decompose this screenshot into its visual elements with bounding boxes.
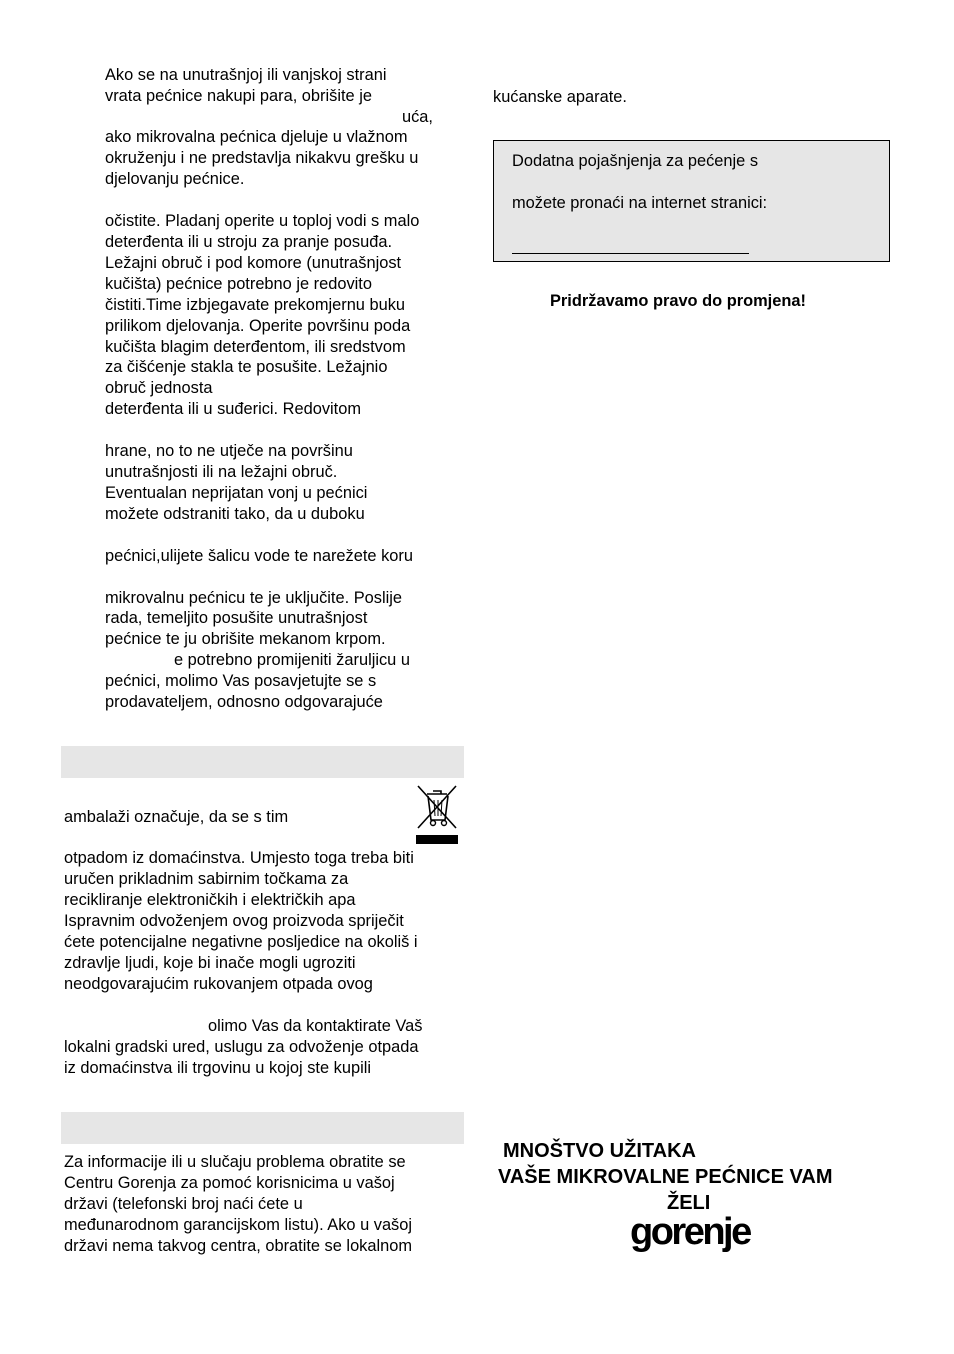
disposal-line: otpadom iz domaćinstva. Umjesto toga treba biti (64, 849, 414, 867)
info-box-line: Dodatna pojašnjenja za pećenje s (512, 152, 759, 170)
care-line: kučišta) pećnice potrebno je redovito (105, 275, 372, 293)
closing-line: VAŠE MIKROVALNE PEĆNICE VAM (498, 1166, 833, 1188)
disposal-line: zdravlje ljudi, koje bi inače mogli ugroziti (64, 954, 356, 972)
info-box-line: možete pronaći na internet stranici: (512, 194, 768, 212)
disposal-line: neodgovarajućim rukovanjem otpada ovog (64, 975, 373, 993)
care-line: kučišta blagim deterđentom, ili sredstvom (105, 338, 406, 356)
gorenje-logo: gorenje (630, 1211, 750, 1253)
care-line: mikrovalnu pećnicu te je uključite. Poslije (105, 589, 402, 607)
care-line: čistiti.Time izbjegavate prekomjernu buku (105, 296, 406, 314)
service-line: Centru Gorenja za pomoć korisnicima u vašoj (64, 1174, 395, 1192)
care-line: prilikom djelovanja. Operite površinu poda (105, 317, 411, 335)
care-line: uća, (402, 108, 433, 126)
disposal-section-bar (61, 746, 464, 778)
care-line: vrata pećnice nakupi para, obrišite je (105, 87, 372, 105)
care-line: e potrebno promijeniti žaruljicu u (174, 651, 410, 669)
disposal-line: iz domaćinstva ili trgovinu u kojoj ste kupili (64, 1059, 372, 1077)
disposal-line: olimo Vas da kontaktirate Vaš (208, 1017, 423, 1035)
care-line: ako mikrovalna pećnica djeluje u vlažnom (105, 128, 408, 146)
care-line: očistite. Pladanj operite u toploj vodi s malo (105, 212, 420, 230)
care-line: prodavateljem, odnosno odgovarajuće (105, 693, 383, 711)
website-underline (512, 253, 749, 254)
closing-line: MNOŠTVO UŽITAKA (503, 1140, 696, 1162)
care-line: deterđenta ili u stroju za pranje posuđa. (105, 233, 393, 251)
care-line: Eventualan neprijatan vonj u pećnici (105, 484, 368, 502)
reserve-notice: Pridržavamo pravo do promjena! (550, 292, 806, 310)
care-line: Ako se na unutrašnjoj ili vanjskoj strani (105, 66, 387, 84)
service-line: državi (telefonski broj naći ćete u (64, 1195, 303, 1213)
disposal-line: ćete potencijalne negativne posljedice na okoliš i (64, 933, 418, 951)
care-line: pećnice te ju obrišite mekanom krpom. (105, 630, 386, 648)
closing-line: ŽELI (667, 1192, 711, 1214)
continuation-text: kućanske aparate. (493, 88, 627, 106)
care-line: rada, temeljito posušite unutrašnjost (105, 609, 368, 627)
disposal-line: ambalaži označuje, da se s tim (64, 808, 289, 826)
care-line: okruženju i ne predstavlja nikakvu grešku u (105, 149, 419, 167)
care-line: pećnici,ulijete šalicu vode te narežete koru (105, 547, 413, 565)
care-line: možete odstraniti tako, da u duboku (105, 505, 365, 523)
care-line: hrane, no to ne utječe na površinu (105, 442, 353, 460)
care-line: obruč jednosta (105, 379, 213, 397)
care-line: deterđenta ili u suđerici. Redovitom (105, 400, 362, 418)
care-line: unutrašnjosti ili na ležajni obruč. (105, 463, 338, 481)
care-line: Ležajni obruč i pod komore (unutrašnjost (105, 254, 402, 272)
care-line: pećnici, molimo Vas posavjetujte se s (105, 672, 377, 690)
care-line: za čišćenje stakla te posušite. Ležajnio (105, 358, 388, 376)
service-line: državi nema takvog centra, obratite se lokalnom (64, 1237, 413, 1255)
care-line: djelovanju pećnice. (105, 170, 245, 188)
service-section-bar (61, 1112, 464, 1144)
disposal-line: Ispravnim odvoženjem ovog proizvoda spriječit (64, 912, 404, 930)
disposal-line: recikliranje elektroničkih i električkih apa (64, 891, 356, 909)
service-line: Za informacije ili u slučaju problema obratite se (64, 1153, 406, 1171)
service-line: međunarodnom garancijskom listu). Ako u vašoj (64, 1216, 413, 1234)
disposal-line: uručen prikladnim sabirnim točkama za (64, 870, 349, 888)
disposal-line: lokalni gradski ured, uslugu za odvoženje otpada (64, 1038, 419, 1056)
crossed-out-wheelie-bin-icon (414, 782, 460, 846)
